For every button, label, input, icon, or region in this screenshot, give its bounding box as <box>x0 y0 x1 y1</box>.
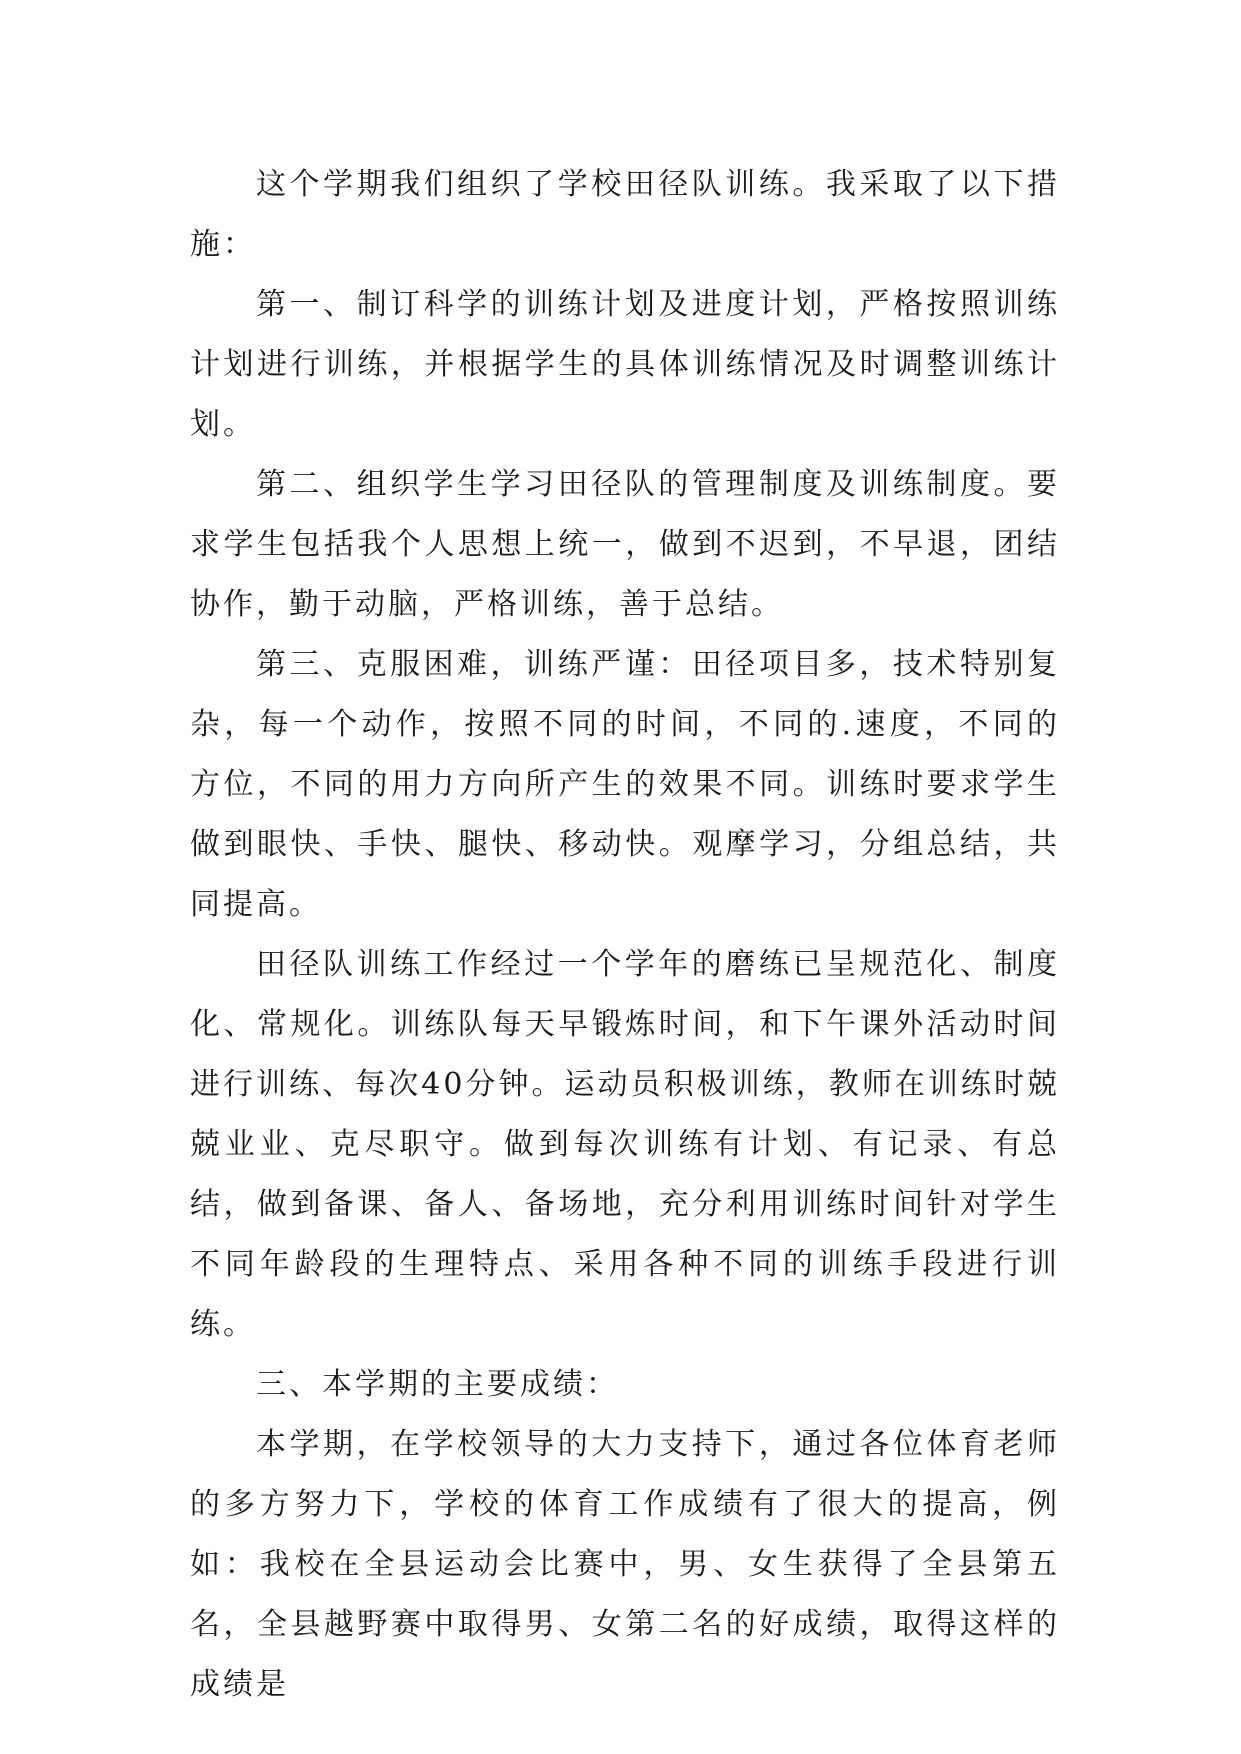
paragraph-intro: 这个学期我们组织了学校田径队训练。我采取了以下措施： <box>190 167 1060 262</box>
section-heading-achievements: 三、本学期的主要成绩： <box>256 1367 619 1402</box>
paragraph-measure-two: 第二、组织学生学习田径队的管理制度及训练制度。要求学生包括我个人思想上统一，做到不迟到，不早退，团结协作，勤于动脑，严格训练，善于总结。 <box>190 467 1060 622</box>
paragraph-achievements: 本学期，在学校领导的大力支持下，通过各位体育老师的多方努力下，学校的体育工作成绩有了很大的提高，例如：我校在全县运动会比赛中，男、女生获得了全县第五名，全县越野赛中取得男、女第二名的好成绩，取得这样的成绩是 <box>190 1427 1060 1702</box>
paragraph-training-summary: 田径队训练工作经过一个学年的磨练已呈规范化、制度化、常规化。训练队每天早锻炼时间，和下午课外活动时间进行训练、每次40分钟。运动员积极训练，教师在训练时兢兢业业、克尽职守。做到每次训练有计划、有记录、有总结，做到备课、备人、备场地，充分利用训练时间针对学生不同年龄段的生理特点、采用各种不同的训练手段进行训练。 <box>190 947 1060 1342</box>
paragraph-measure-three: 第三、克服困难，训练严谨：田径项目多，技术特别复杂，每一个动作，按照不同的时间，不同的.速度，不同的方位，不同的用力方向所产生的效果不同。训练时要求学生做到眼快、手快、腿快、移动快。观摩学习，分组总结，共同提高。 <box>190 647 1060 922</box>
paragraph-measure-one: 第一、制订科学的训练计划及进度计划，严格按照训练计划进行训练，并根据学生的具体训练情况及时调整训练计划。 <box>190 287 1060 442</box>
document-body <box>190 155 1060 1715</box>
